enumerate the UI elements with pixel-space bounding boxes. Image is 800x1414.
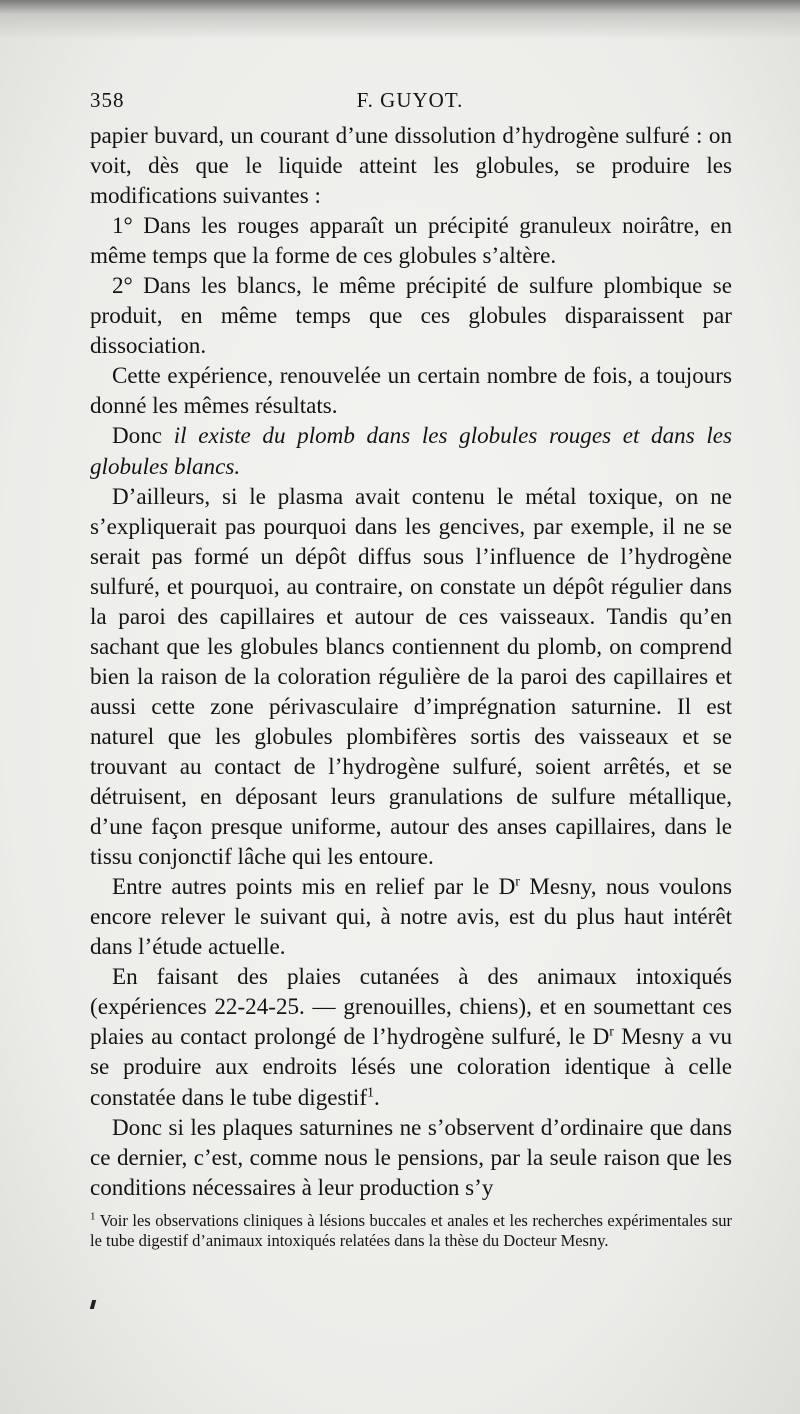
superscript: r (609, 1024, 614, 1040)
paragraph-argument: D’ailleurs, si le plasma avait contenu le métal toxique, on ne s’expliquerait pas pourquoi dans les gencives, par exemple, il ne se serait pas formé un dépôt diffus sous l’influence de l’hydrogène sulfuré, et pourquoi, au contraire, on constate un dépôt régulier dans la paroi des capillaires et autour de ces vaisseaux. Tandis qu’en sachant que les globules blancs contiennent du plomb, on comprend bien la raison de la coloration régulière de la paroi des capillaires et aussi cette zone périvasculaire d’imprégnation saturnine. Il est naturel que les globules plombifères sortis des vaisseaux et se trouvant au contact de l’hydrogène sulfuré, soient arrêtés, et se détruisent, en déposant leurs granulations de sulfure métallique, d’une façon presque uniforme, autour des anses capillaires, dans le tissu conjonctif lâche qui les entoure. (90, 482, 732, 870)
text-run: Entre autres points mis en relief par le D (112, 873, 516, 900)
stray-ink-mark (90, 1300, 96, 1309)
text-run: Mesny a vu se produire aux endroits lésés une coloration identique à celle constatée dans le tube digestif (90, 1023, 732, 1110)
paragraph-item-2: 2° Dans les blancs, le même précipité de sulfure plombique se produit, en même temps que ces globules disparaissent par dissociation. (90, 272, 732, 359)
text-run: Mesny, nous voulons encore relever le suivant qui, à notre avis, est du plus haut intérêt dans l’étude actuelle. (90, 873, 732, 960)
scan-edge-shadow (0, 0, 800, 40)
running-head: F. GUYOT. (356, 88, 464, 112)
footnote (90, 1211, 732, 1251)
conclusion-italic: il existe du plomb dans les globules rouges et dans les globules blancs. (90, 422, 732, 479)
conclusion-lead: Donc (112, 422, 163, 449)
paragraph-mesny-point (90, 871, 732, 961)
superscript: r (515, 874, 520, 890)
footnote-text: Voir les observations cliniques à lésions buccales et anales et les recherches expérimentales sur le tube digestif d’animaux intoxiqués relatées dans la thèse du Docteur Mesny. (90, 1211, 732, 1250)
text-run: En faisant des plaies cutanées à des animaux intoxiqués (expériences 22-24-25. — grenouilles, chiens), et en soumettant ces plaies au contact prolongé de l’hydrogène sulfuré, le D (90, 963, 732, 1050)
page-number: 358 (90, 88, 125, 112)
paragraph-final: Donc si les plaques saturnines ne s’observent d’ordinaire que dans ce dernier, c’est, comme nous le pensions, par la seule raison que les conditions nécessaires à leur production s’y (90, 1113, 732, 1200)
paragraph-experiment: Cette expérience, renouvelée un certain nombre de fois, a toujours donné les mêmes résultats. (90, 362, 732, 419)
page-header (90, 88, 730, 118)
paragraph-continued: papier buvard, un courant d’une dissolution d’hydrogène sulfuré : on voit, dès que le liquide atteint les globules, se produire les modifications suivantes : (90, 122, 732, 209)
text-run: . (374, 1083, 380, 1110)
body-text (90, 120, 732, 1202)
paragraph-item-1: 1° Dans les rouges apparaît un précipité granuleux noirâtre, en même temps que la forme de ces globules s’altère. (90, 212, 732, 269)
footnote-mark: 1 (90, 1210, 96, 1223)
paragraph-experiments (90, 961, 732, 1111)
footnote-reference[interactable]: 1 (367, 1084, 375, 1100)
paragraph-conclusion (90, 420, 732, 480)
